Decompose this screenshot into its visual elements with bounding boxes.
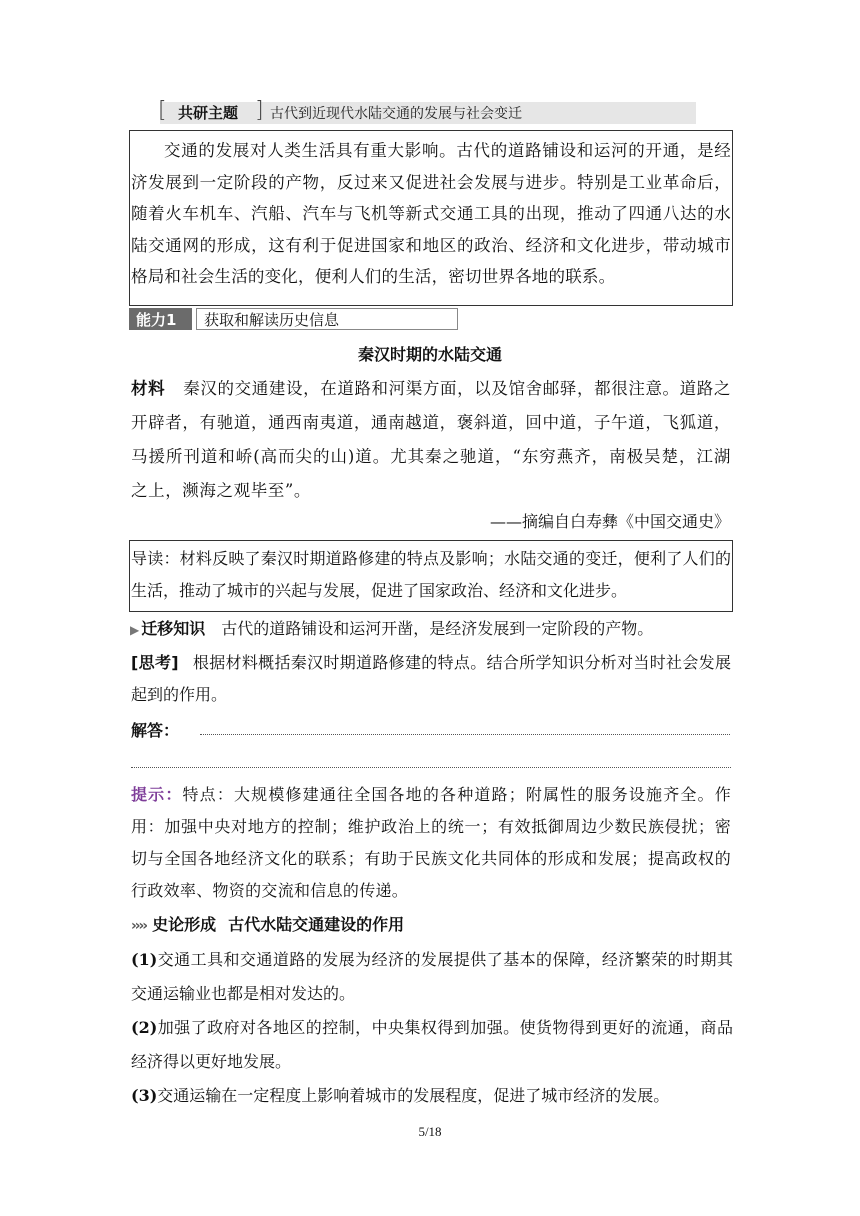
answer-line-1[interactable] xyxy=(200,734,730,735)
think-text: 根据材料概括秦汉时期道路修建的特点。结合所学知识分析对当时社会发展起到的作用。 xyxy=(131,653,731,704)
history-points xyxy=(131,943,733,1113)
left-bracket: [ xyxy=(158,98,167,123)
guide-paragraph xyxy=(131,543,731,606)
point-number: (2) xyxy=(131,1018,158,1037)
right-bracket: ] xyxy=(255,98,264,123)
material-source: ——摘编自白寿彝《中国交通史》 xyxy=(489,512,730,531)
transfer-text: 古代的道路铺设和运河开凿，是经济发展到一定阶段的产物。 xyxy=(221,619,654,638)
history-point xyxy=(131,943,733,1011)
chevrons-icon: ›››› xyxy=(131,918,147,934)
material-label: 材料 xyxy=(131,379,166,398)
transfer-knowledge xyxy=(130,616,653,639)
history-heading xyxy=(131,912,404,935)
answer-label: 解答： xyxy=(131,721,180,740)
point-text: 加强了政府对各地区的控制，中央集权得到加强。使货物得到更好的流通，商品经济得以更好地发展。 xyxy=(131,1018,733,1071)
ability-title: 获取和解读历史信息 xyxy=(204,311,340,329)
think-question xyxy=(131,647,731,711)
material-text: 秦汉的交通建设，在道路和河渠方面，以及馆舍邮驿，都很注意。道路之开辟者，有驰道，通西南夷道，通南越道，褒斜道，回中道，子午道，飞狐道，马援所刊道和峤(高而尖的山)道。尤其秦之驰道，“东穷燕齐，南极吴楚，江湖之上，濒海之观毕至”。 xyxy=(131,379,732,500)
hint-label: 提示： xyxy=(131,785,183,804)
point-number: (3) xyxy=(131,1086,158,1105)
point-text: 交通工具和交通道路的发展为经济的发展提供了基本的保障，经济繁荣的时期其交通运输业也都是相对发达的。 xyxy=(131,950,733,1003)
hint-text: 特点：大规模修建通往全国各地的各种道路；附属性的服务设施齐全。作用：加强中央对地方的控制；维护政治上的统一；有效抵御周边少数民族侵扰；密切与全国各地经济文化的联系；有助于民族文化共同体的形成和发展；提高政权的行政效率、物资的交流和信息的传递。 xyxy=(131,785,731,900)
point-text: 交通运输在一定程度上影响着城市的发展程度，促进了城市经济的发展。 xyxy=(157,1086,670,1105)
material-paragraph xyxy=(131,372,731,508)
section-title: 秦汉时期的水陆交通 xyxy=(357,345,502,364)
guide-text: 材料反映了秦汉时期道路修建的特点及影响；水陆交通的变迁，便利了人们的生活，推动了城市的兴起与发展，促进了国家政治、经济和文化进步。 xyxy=(131,549,731,600)
history-label: 史论形成 xyxy=(152,915,217,934)
topic-label: 共研主题 xyxy=(178,104,239,122)
topic-title: 古代到近现代水陆交通的发展与社会变迁 xyxy=(270,106,522,122)
intro-text: 交通的发展对人类生活具有重大影响。古代的道路铺设和运河的开通，是经济发展到一定阶段的产物，反过来又促进社会发展与进步。特别是工业革命后，随着火车机车、汽船、汽车与飞机等新式交通工具的出现，推动了四通八达的水陆交通网的形成，这有利于促进国家和地区的政治、经济和文化进步，带动城市格局和社会生活的变化，便利人们的生活，密切世界各地的联系。 xyxy=(131,141,731,286)
history-title: 古代水陆交通建设的作用 xyxy=(228,915,405,934)
history-point xyxy=(131,1011,733,1079)
transfer-label: 迁移知识 xyxy=(141,619,206,638)
triangle-icon: ▶ xyxy=(130,623,140,637)
think-label: [思考] xyxy=(131,653,179,672)
hint-paragraph xyxy=(131,779,731,907)
guide-label: 导读： xyxy=(131,549,180,568)
history-point xyxy=(131,1079,733,1113)
ability-label: 能力1 xyxy=(136,311,177,329)
point-number: (1) xyxy=(131,950,158,969)
answer-line-2[interactable] xyxy=(131,767,731,768)
page-number: 5/18 xyxy=(418,1124,442,1139)
